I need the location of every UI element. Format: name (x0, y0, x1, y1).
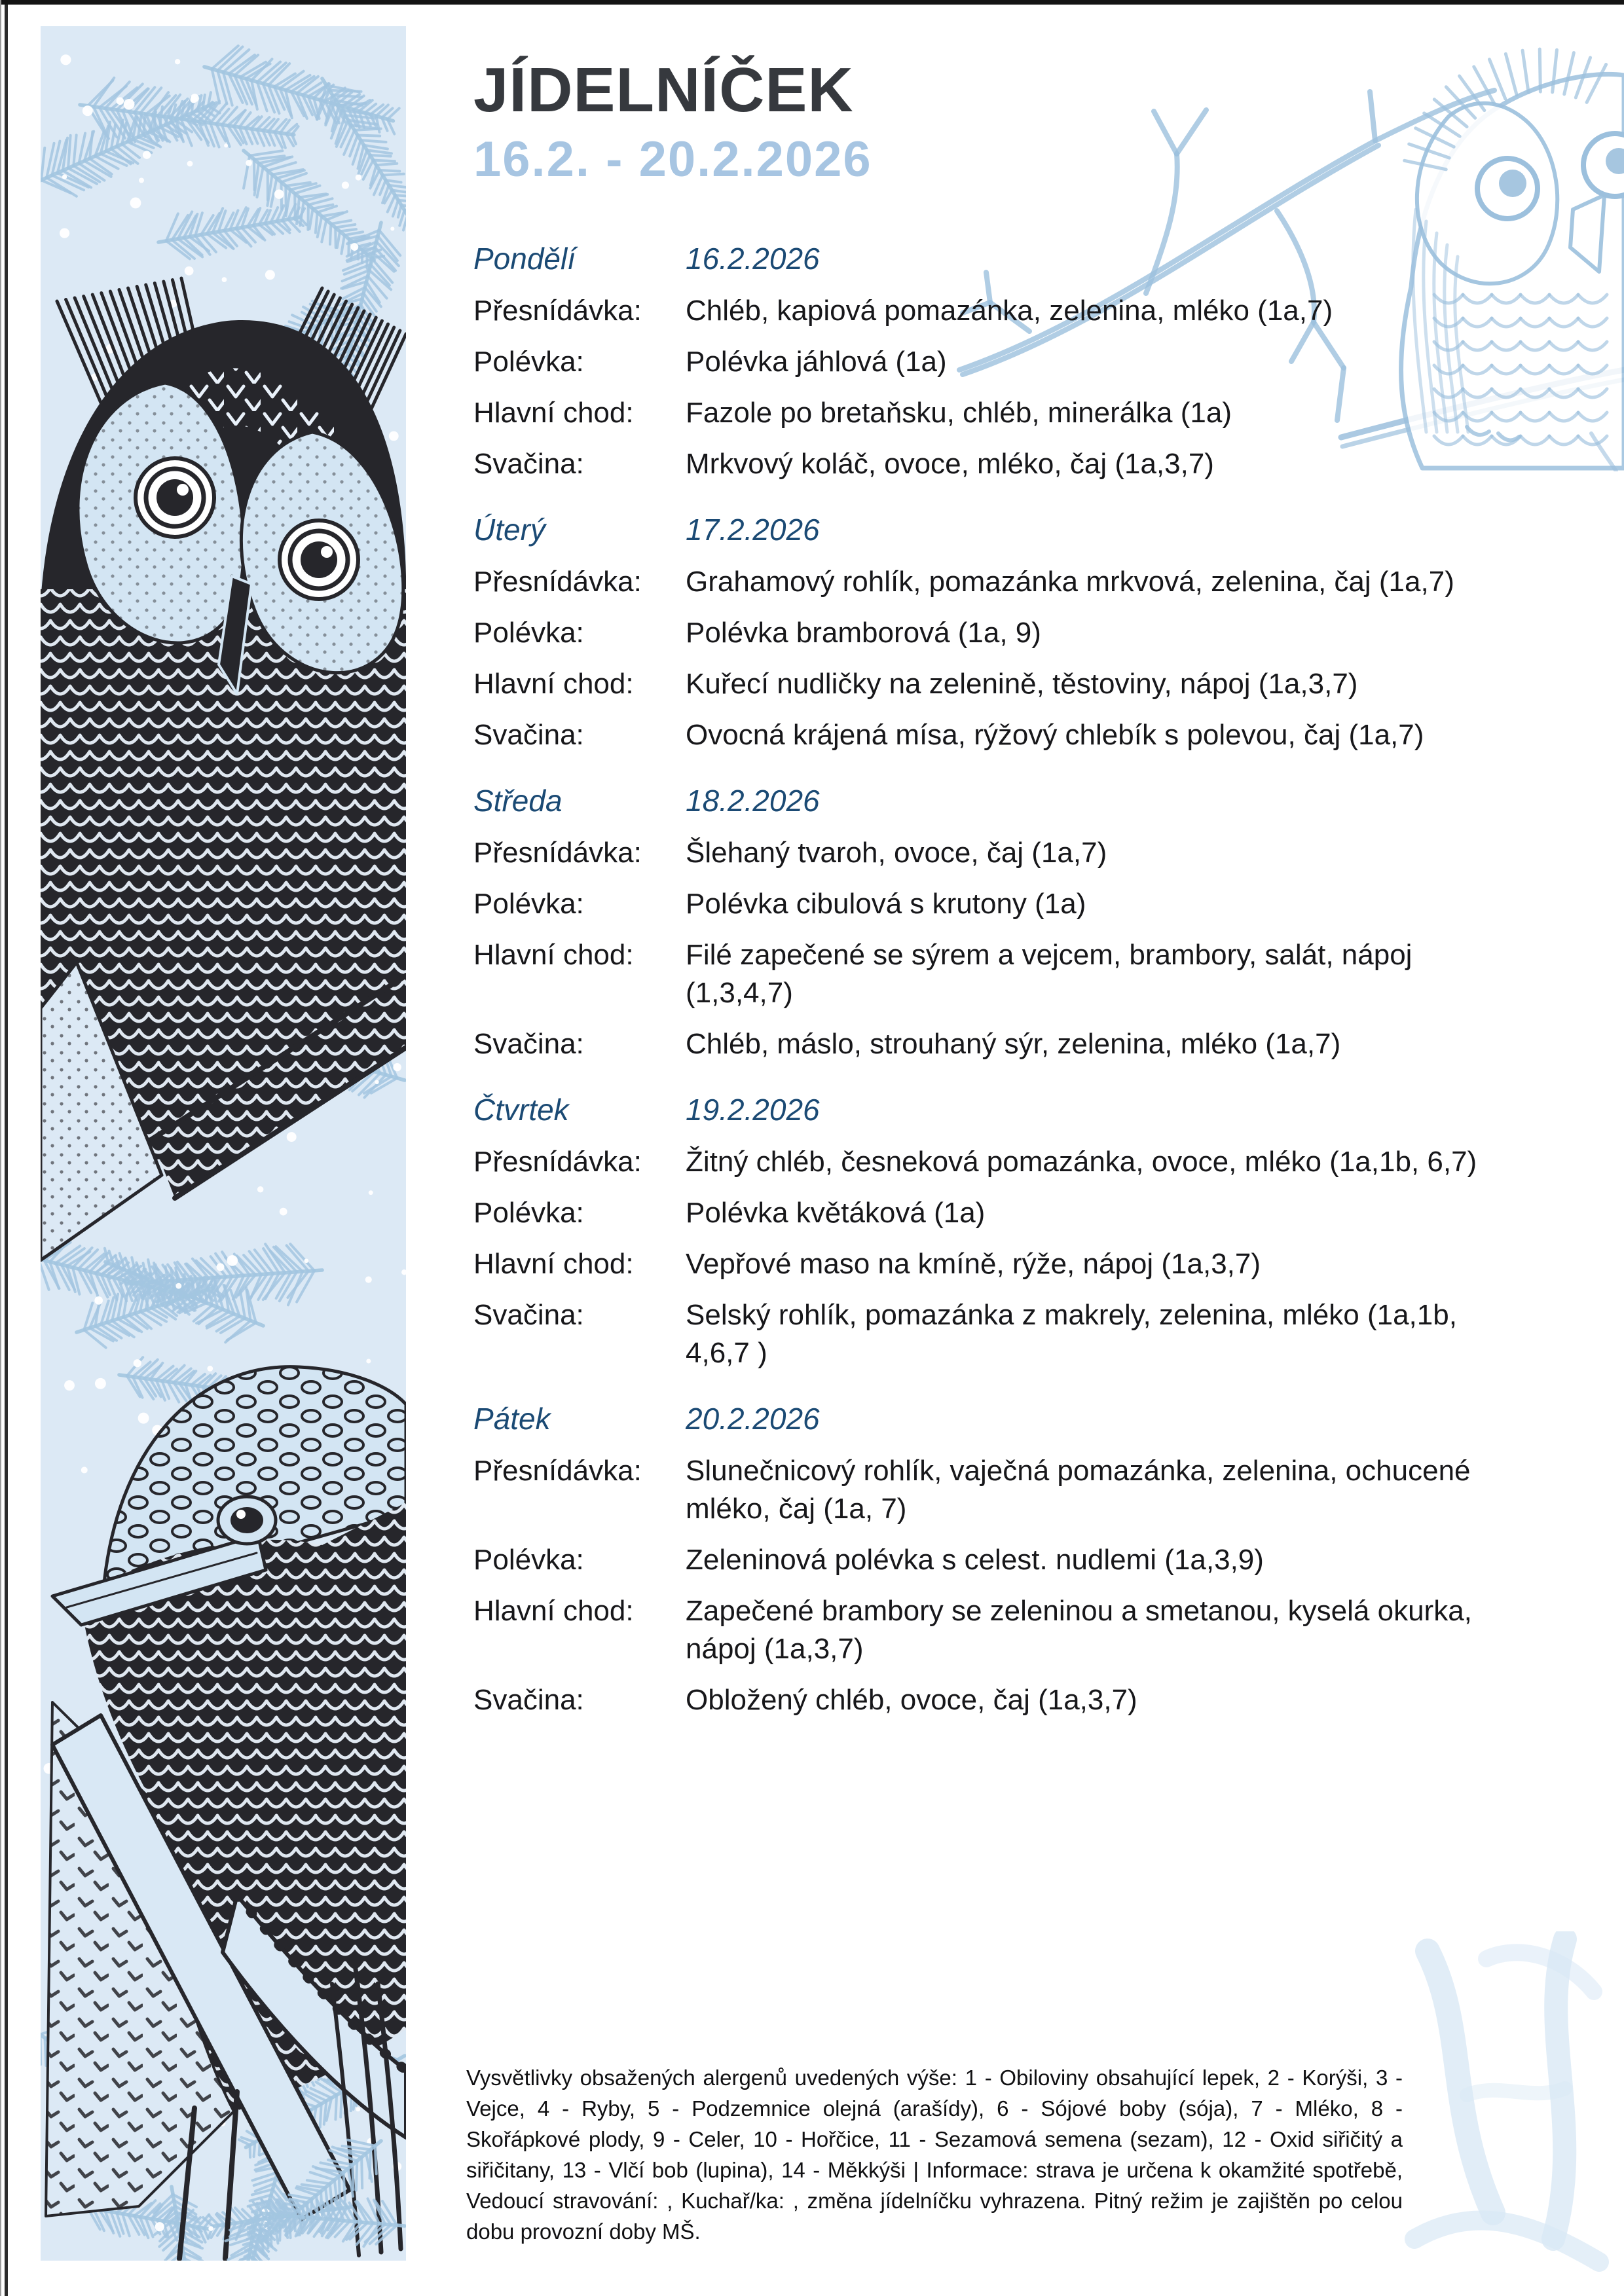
menu-row (473, 1592, 1516, 1668)
day-date: 16.2.2026 (686, 242, 820, 276)
meal-label: Polévka: (473, 617, 584, 649)
menu-row (473, 394, 1516, 432)
day-header (473, 1400, 1516, 1438)
meal-value: Polévka bramborová (1a, 9) (686, 617, 1041, 649)
day-name: Pátek (473, 1402, 551, 1436)
meal-label: Polévka: (473, 1197, 584, 1229)
corner-faint-sketch (1369, 1931, 1624, 2272)
meal-label: Svačina: (473, 1684, 584, 1716)
day-block-friday (473, 1400, 1516, 1719)
meal-label: Polévka: (473, 1544, 584, 1576)
day-block-tuesday (473, 511, 1516, 754)
meal-label: Svačina: (473, 1028, 584, 1060)
day-name: Pondělí (473, 242, 576, 276)
meal-label: Svačina: (473, 1299, 584, 1331)
menu-row (473, 1541, 1516, 1579)
day-header (473, 240, 1516, 278)
menu-row (473, 1296, 1516, 1372)
menu-row (473, 1245, 1516, 1283)
meal-value: Kuřecí nudličky na zelenině, těstoviny, nápoj (1a,3,7) (686, 668, 1358, 700)
meal-value: Ovocná krájená mísa, rýžový chlebík s polevou, čaj (1a,7) (686, 719, 1424, 751)
scan-edge-left-outer (0, 0, 1, 2296)
meal-label: Polévka: (473, 888, 584, 920)
day-block-thursday (473, 1091, 1516, 1372)
meal-value: Grahamový rohlík, pomazánka mrkvová, zelenina, čaj (1a,7) (686, 566, 1454, 598)
meal-value: Slunečnicový rohlík, vaječná pomazánka, zelenina, ochucené mléko, čaj (1a, 7) (686, 1455, 1471, 1525)
meal-value: Mrkvový koláč, ovoce, mléko, čaj (1a,3,7) (686, 448, 1214, 480)
day-header (473, 511, 1516, 549)
meal-label: Svačina: (473, 448, 584, 480)
meal-value: Obložený chléb, ovoce, čaj (1a,3,7) (686, 1684, 1137, 1716)
menu-date-range: 16.2. - 20.2.2026 (473, 132, 872, 187)
meal-value: Polévka jáhlová (1a) (686, 346, 947, 378)
menu-row (473, 1194, 1516, 1232)
menu-row (473, 563, 1516, 601)
page-title: JÍDELNÍČEK (473, 55, 854, 125)
meal-value: Polévka květáková (1a) (686, 1197, 986, 1229)
menu-row (473, 834, 1516, 872)
menu-row (473, 1681, 1516, 1719)
meal-label: Svačina: (473, 719, 584, 751)
meal-value: Fazole po bretaňsku, chléb, minerálka (1a) (686, 397, 1232, 429)
menu-row (473, 936, 1516, 1012)
meal-label: Přesnídávka: (473, 837, 642, 869)
menu-row (473, 445, 1516, 483)
menu-row (473, 292, 1516, 330)
meal-label: Přesnídávka: (473, 1146, 642, 1178)
menu-document (473, 55, 1516, 1719)
day-date: 17.2.2026 (686, 513, 820, 547)
menu-row (473, 343, 1516, 381)
day-header (473, 1091, 1516, 1129)
day-block-wednesday (473, 782, 1516, 1063)
meal-label: Polévka: (473, 346, 584, 378)
menu-row (473, 614, 1516, 652)
day-block-monday (473, 240, 1516, 483)
menu-row (473, 716, 1516, 754)
meal-value: Zapečené brambory se zeleninou a smetanou, kyselá okurka, nápoj (1a,3,7) (686, 1595, 1472, 1665)
meal-value: Polévka cibulová s krutony (1a) (686, 888, 1086, 920)
day-header (473, 782, 1516, 820)
sidebar-illustration (41, 26, 406, 2261)
meal-value: Selský rohlík, pomazánka z makrely, zelenina, mléko (1a,1b, 4,6,7 ) (686, 1299, 1457, 1369)
day-name: Čtvrtek (473, 1093, 569, 1127)
day-date: 18.2.2026 (686, 784, 820, 818)
allergen-legend: Vysvětlivky obsažených alergenů uvedených výše: 1 - Obiloviny obsahující lepek, 2 - Korýši, 3 - Vejce, 4 - Ryby, 5 - Podzemnice olejná (arašídy), 6 - Sójové boby (sója), 7 - Mléko, 8 - Skořápkové plody, 9 - Celer, 10 - Hořčice, 11 - Sezamová semena (sezam), 12 - Oxid siřičitý a siřičitany, 13 - Vlčí bob (lupina), 14 - Měkkýši | Informace: strava je určena k okamžité spotřebě, Vedoucí stravování: , Kuchař/ka: , změna jídelníčku vyhrazena. Pitný režim je zajištěn po celou dobu provozní doby MŠ. (466, 2066, 1403, 2244)
meal-value: Chléb, kapiová pomazánka, zelenina, mléko (1a,7) (686, 295, 1333, 327)
meal-value: Filé zapečené se sýrem a vejcem, brambory, salát, nápoj (1,3,4,7) (686, 939, 1412, 1009)
menu-row (473, 1143, 1516, 1181)
meal-label: Přesnídávka: (473, 295, 642, 327)
meal-label: Hlavní chod: (473, 1248, 634, 1280)
day-name: Úterý (473, 513, 545, 547)
day-date: 20.2.2026 (686, 1402, 820, 1436)
weekly-menu (473, 240, 1516, 1719)
meal-label: Přesnídávka: (473, 566, 642, 598)
menu-row (473, 665, 1516, 703)
meal-value: Šlehaný tvaroh, ovoce, čaj (1a,7) (686, 837, 1107, 869)
scan-edge-left (5, 5, 8, 2296)
meal-value: Chléb, máslo, strouhaný sýr, zelenina, mléko (1a,7) (686, 1028, 1341, 1060)
day-date: 19.2.2026 (686, 1093, 820, 1127)
menu-row (473, 1452, 1516, 1528)
meal-value: Zeleninová polévka s celest. nudlemi (1a,3,9) (686, 1544, 1264, 1576)
menu-row (473, 885, 1516, 923)
meal-label: Hlavní chod: (473, 397, 634, 429)
meal-value: Žitný chléb, česneková pomazánka, ovoce, mléko (1a,1b, 6,7) (686, 1146, 1477, 1178)
day-name: Středa (473, 784, 563, 818)
scan-edge-top (0, 0, 1624, 5)
meal-label: Hlavní chod: (473, 668, 634, 700)
meal-label: Přesnídávka: (473, 1455, 642, 1487)
meal-value: Vepřové maso na kmíně, rýže, nápoj (1a,3,7) (686, 1248, 1261, 1280)
meal-label: Hlavní chod: (473, 1595, 634, 1627)
meal-label: Hlavní chod: (473, 939, 634, 971)
menu-row (473, 1025, 1516, 1063)
